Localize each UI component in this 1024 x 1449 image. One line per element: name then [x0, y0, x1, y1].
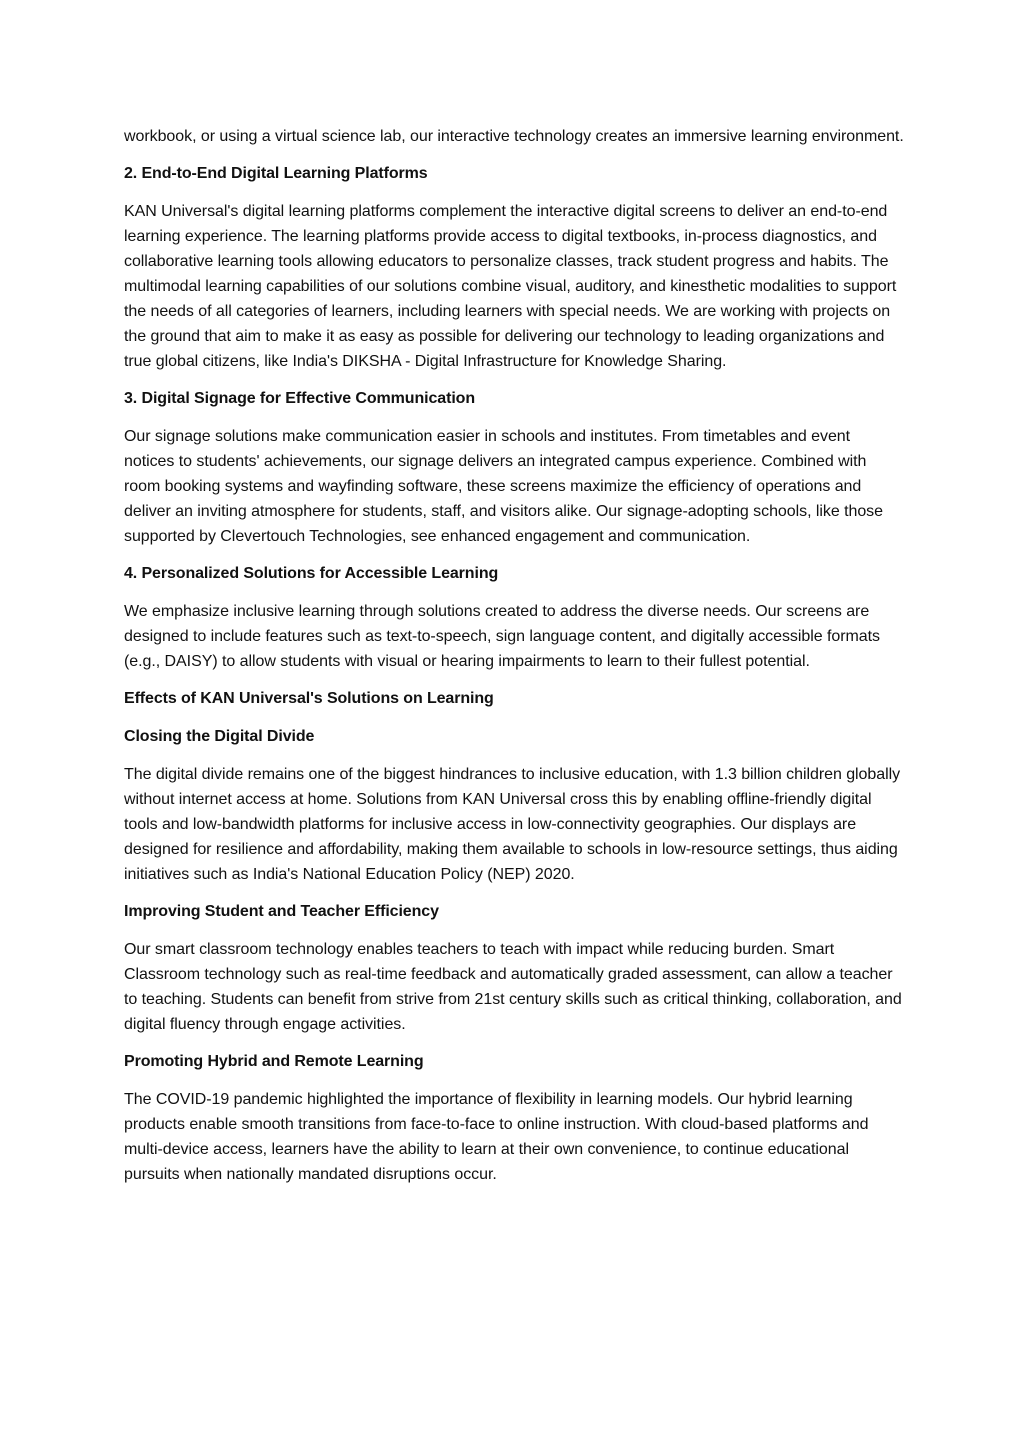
paragraph-efficiency: Our smart classroom technology enables teachers to teach with impact while reducing burden. Smart Classroom technology such as real-time feedback and automatically graded assessment, can allow a teacher to teaching. Students can benefit from strive from 21st century skills such as critical thinking, collaboration, and digital fluency through engage activities. [124, 941, 902, 1033]
paragraph-digital-divide: The digital divide remains one of the biggest hindrances to inclusive education, with 1.3 billion children globally without internet access at home. Solutions from KAN Universal cross this by enabling offline-friendly digital tools and low-bandwidth platforms for inclusive access in low-connectivity geographies. Our displays are designed for resilience and affordability, making them available to schools in low-resource settings, thus aiding initiatives such as India's National Education Policy (NEP) 2020. [124, 766, 901, 883]
section-heading-digital-signage: 3. Digital Signage for Effective Communication [124, 390, 476, 407]
paragraph-digital-learning-platforms: KAN Universal's digital learning platforms complement the interactive digital screens to deliver an end-to-end learning experience. The learning platforms provide access to digital textbooks, in-process diagnostics, and collaborative learning tools allowing educators to personalize classes, track student progress and habits. The multimodal learning capabilities of our solutions combine visual, auditory, and kinesthetic modalities to support the needs of all categories of learners, including learners with special needs. We are working with projects on the ground that aim to make it as easy as possible for delivering our technology to leading organizations and true global citizens, like India's DIKSHA - Digital Infrastructure for Knowledge Sharing. [124, 203, 897, 370]
paragraph-personalized-solutions: We emphasize inclusive learning through solutions created to address the diverse needs. Our screens are designed to include features such as text-to-speech, sign language content, and digitally accessible formats (e.g., DAISY) to allow students with visual or hearing impairments to learn to their fullest potential. [124, 603, 880, 670]
subheading-digital-divide: Closing the Digital Divide [124, 728, 315, 745]
intro-paragraph-continued: workbook, or using a virtual science lab, our interactive technology creates an immersive learning environment. [124, 128, 904, 145]
subheading-hybrid-learning: Promoting Hybrid and Remote Learning [124, 1053, 424, 1070]
section-heading-digital-learning-platforms: 2. End-to-End Digital Learning Platforms [124, 165, 428, 182]
paragraph-digital-signage: Our signage solutions make communication easier in schools and institutes. From timetables and event notices to students' achievements, our signage delivers an integrated campus experience. Combined with room booking systems and wayfinding software, these screens maximize the efficiency of operations and deliver an inviting atmosphere for students, staff, and visitors alike. Our signage-adopting schools, like those supported by Clevertouch Technologies, see enhanced engagement and communication. [124, 428, 883, 545]
section-heading-effects: Effects of KAN Universal's Solutions on Learning [124, 690, 494, 707]
section-heading-personalized-solutions: 4. Personalized Solutions for Accessible Learning [124, 565, 499, 582]
subheading-efficiency: Improving Student and Teacher Efficiency [124, 903, 439, 920]
document-page [124, 124, 904, 1199]
paragraph-hybrid-learning: The COVID-19 pandemic highlighted the importance of flexibility in learning models. Our hybrid learning products enable smooth transitions from face-to-face to online instruction. With cloud-based platforms and multi-device access, learners have the ability to learn at their own convenience, to continue educational pursuits when nationally mandated disruptions occur. [124, 1091, 869, 1183]
